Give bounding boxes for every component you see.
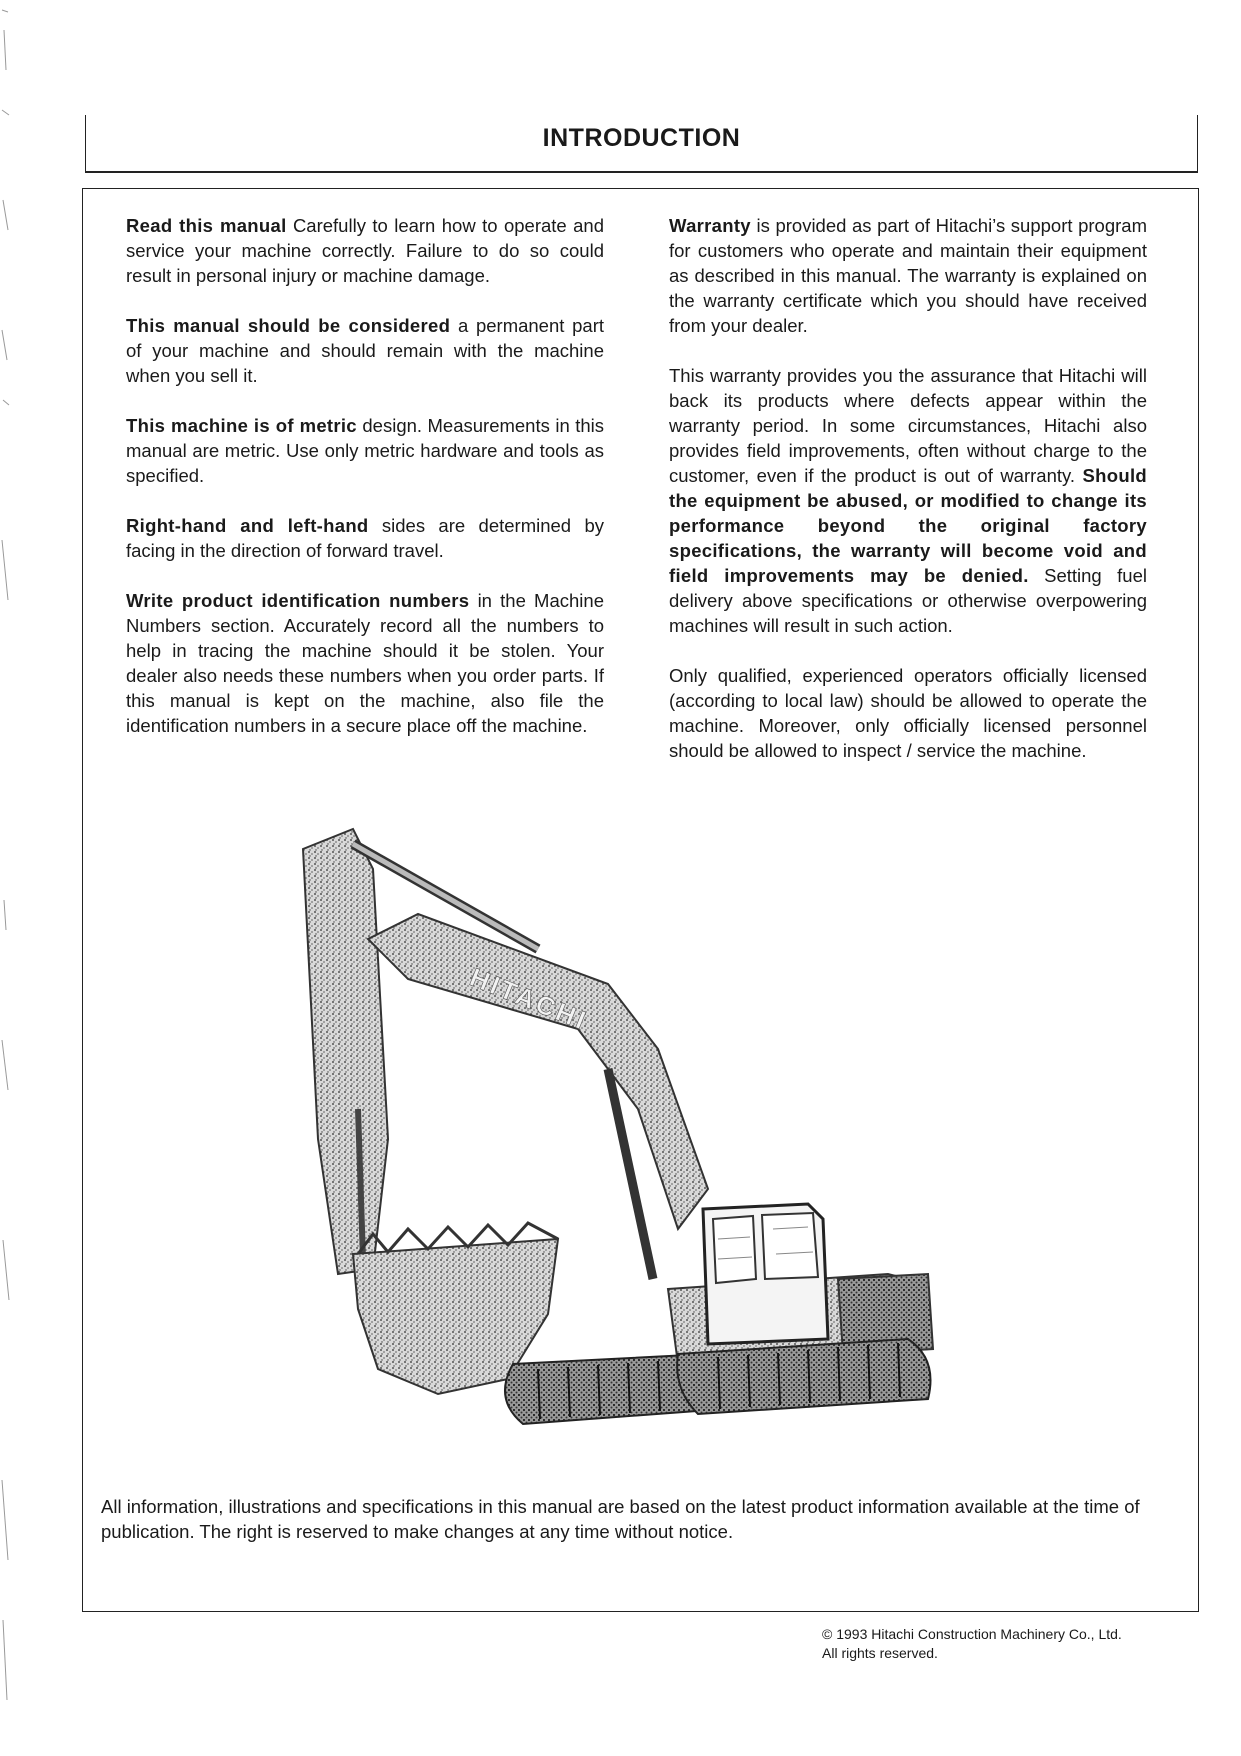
text-assurance-bold: Should the equipment be abused, or modified to change its performance beyond the original factory specifications, the warranty will become void and field improvements may be denied. [669,465,1147,586]
text-operators: Only qualified, experienced operators officially licensed (according to local law) should be allowed to operate the machine. Moreover, only officially licensed personnel should be allowed to inspect / service the machine. [669,665,1147,761]
header-frame [85,115,1198,173]
scan-edge-marks [0,0,14,1756]
text-assurance-before: This warranty provides you the assurance that Hitachi will back its products where defects appear within the warranty period. In some circumstances, Hitachi also provides field improvements, often without charge to the customer, even if the product is out of warranty. [669,365,1147,486]
boom-brand-text: HITACHI [465,961,593,1037]
copyright-line-2: All rights reserved. [822,1645,938,1661]
paragraph-sides [126,513,604,563]
paragraph-warranty-assurance [669,363,1147,638]
text-warranty: is provided as part of Hitachi’s support program for customers who operate and maintain their equipment as described in this manual. The warranty is explained on the warranty certificate which you should have received from your dealer. [669,215,1147,336]
excavator-illustration [278,809,1078,1469]
paragraph-permanent-part [126,313,604,388]
lead-permanent-part: This manual should be considered [126,315,451,336]
paragraph-metric-design [126,413,604,488]
copyright-line-1: © 1993 Hitachi Construction Machinery Co., Ltd. [822,1626,1122,1642]
right-column [669,213,1147,788]
lead-metric-design: This machine is of metric [126,415,357,436]
left-column [126,213,604,763]
excavator-boom [368,914,708,1229]
paragraph-read-manual [126,213,604,288]
lead-identification-numbers: Write product identification numbers [126,590,470,611]
paragraph-identification-numbers [126,588,604,738]
paragraph-warranty [669,213,1147,338]
content-frame [82,188,1199,1612]
cab-window-front [713,1216,756,1283]
page-title: INTRODUCTION [542,124,741,152]
text-sides: sides are determined by facing in the direction of forward travel. [126,515,604,561]
text-read-manual: Carefully to learn how to operate and service your machine correctly. Failure to do so could result in personal injury or machine damage. [126,215,604,286]
lead-sides: Right-hand and left-hand [126,515,369,536]
paragraph-operators [669,663,1147,763]
lead-read-manual: Read this manual [126,215,287,236]
lead-warranty: Warranty [669,215,751,236]
text-identification-numbers: in the Machine Numbers section. Accurately record all the numbers to help in tracing the machine should it be stolen. Your dealer also needs these numbers when you order parts. If this manual is kept on the machine, also file the identification numbers in a secure place off the machine. [126,590,604,736]
footer-note: All information, illustrations and specifications in this manual are based on the latest product information available at the time of publication. The right is reserved to make changes at any time without notice. [101,1496,1140,1542]
copyright-notice [822,1625,1202,1663]
excavator-arm [303,829,388,1274]
text-metric-design: design. Measurements in this manual are metric. Use only metric hardware and tools as specified. [126,415,604,486]
cab-window-side [762,1213,818,1279]
text-permanent-part: a permanent part of your machine and should remain with the machine when you sell it. [126,315,605,386]
text-assurance-after: Setting fuel delivery above specifications or otherwise overpowering machines will result in such action. [669,565,1147,636]
